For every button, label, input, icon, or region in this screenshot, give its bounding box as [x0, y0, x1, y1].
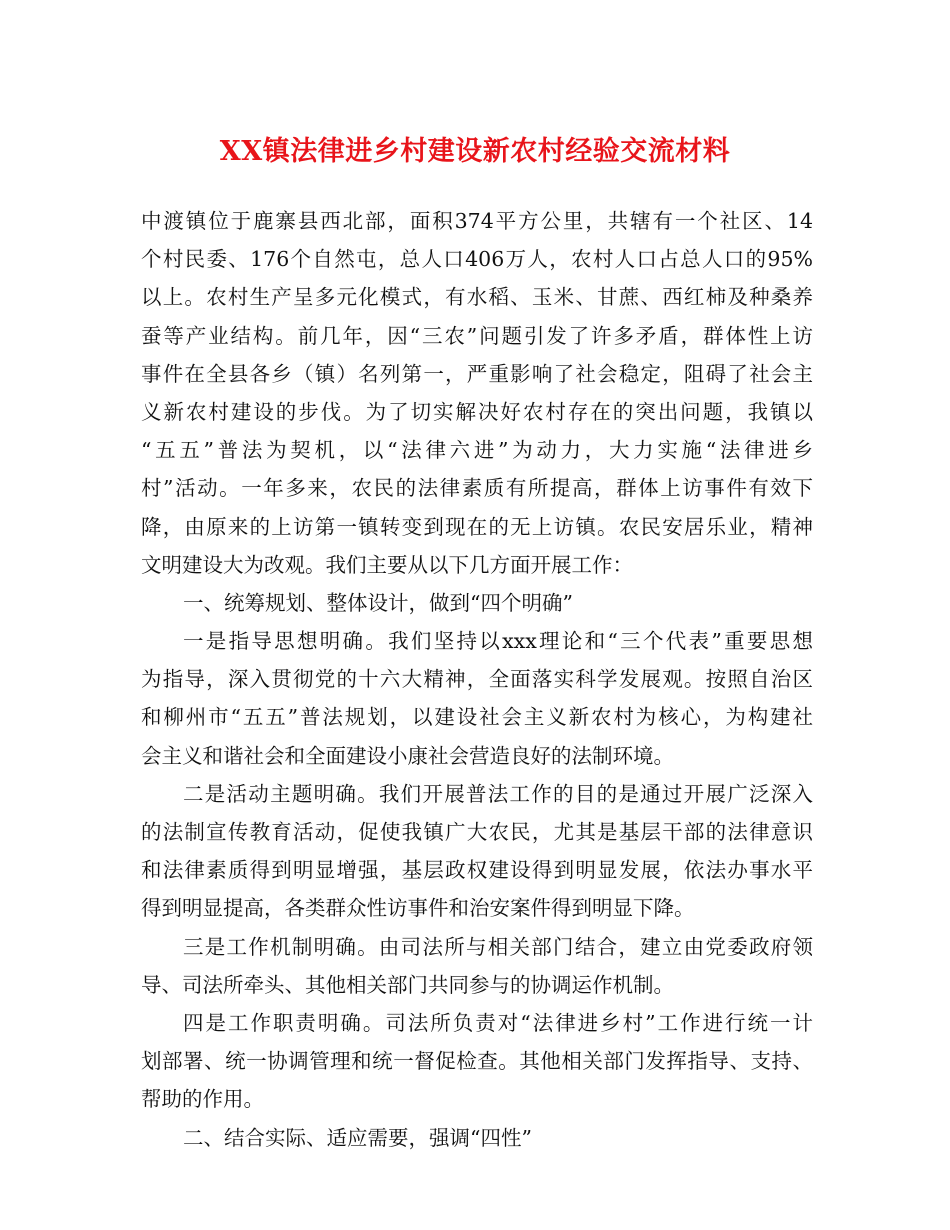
body-text-line: “五五”普法为契机，以“法律六进”为动力，大力实施“法律进乡 [141, 438, 813, 463]
body-text-line: 为指导，深入贯彻党的十六大精神，全面落实科学发展观。按照自治区 [141, 667, 813, 692]
body-text-line: 事件在全县各乡（镇）名列第一，严重影响了社会稳定，阻碍了社会主 [141, 361, 813, 386]
body-text-line: 和柳州市“五五”普法规划，以建设社会主义新农村为核心，为构建社 [141, 705, 813, 730]
body-text-line: 村”活动。一年多来，农民的法律素质有所提高，群体上访事件有效下 [141, 476, 813, 501]
body-text-line: 中渡镇位于鹿寨县西北部，面积374平方公里，共辖有一个社区、14 [141, 209, 813, 233]
body-text-line: 一是指导思想明确。我们坚持以xxx理论和“三个代表”重要思想 [183, 629, 813, 654]
body-text-line: 的法制宣传教育活动，促使我镇广大农民，尤其是基层干部的法律意识 [141, 820, 813, 844]
body-text-line: 二、结合实际、适应需要，强调“四性” [183, 1125, 532, 1150]
body-text-line: 会主义和谐社会和全面建设小康社会营造良好的法制环境。 [141, 743, 674, 768]
body-text-line: 一、统筹规划、整体设计，做到“四个明确” [183, 590, 573, 615]
body-text-line: 四是工作职责明确。司法所负责对“法律进乡村”工作进行统一计 [183, 1010, 813, 1035]
body-text-line: 以上。农村生产呈多元化模式，有水稻、玉米、甘蔗、西红柿及种桑养 [141, 285, 813, 310]
body-text-line: 导、司法所牵头、其他相关部门共同参与的协调运作机制。 [141, 972, 674, 997]
body-text-line: 得到明显提高，各类群众性访事件和治安案件得到明显下降。 [141, 896, 695, 921]
body-text-line: 三是工作机制明确。由司法所与相关部门结合，建立由党委政府领 [183, 934, 813, 959]
body-text-line: 降，由原来的上访第一镇转变到现在的无上访镇。农民安居乐业，精神 [141, 514, 813, 539]
body-text-line: 和法律素质得到明显增强，基层政权建设得到明显发展，依法办事水平 [141, 858, 813, 883]
body-text-line: 个村民委、176个自然屯，总人口406万人，农村人口占总人口的95% [141, 247, 813, 272]
body-text-line: 划部署、统一协调管理和统一督促检查。其他相关部门发挥指导、支持、 [141, 1049, 813, 1074]
body-text-line: 帮助的作用。 [141, 1087, 264, 1112]
body-text-line: 二是活动主题明确。我们开展普法工作的目的是通过开展广泛深入 [183, 781, 813, 806]
document-body [141, 202, 813, 1157]
body-text-line: 蚕等产业结构。前几年，因“三农”问题引发了许多矛盾，群体性上访 [141, 323, 813, 348]
body-text-line: 文明建设大为改观。我们主要从以下几方面开展工作： [141, 552, 633, 577]
document-title: XX镇法律进乡村建设新农村经验交流材料 [219, 136, 731, 167]
body-text-line: 义新农村建设的步伐。为了切实解决好农村存在的突出问题，我镇以 [141, 399, 813, 424]
